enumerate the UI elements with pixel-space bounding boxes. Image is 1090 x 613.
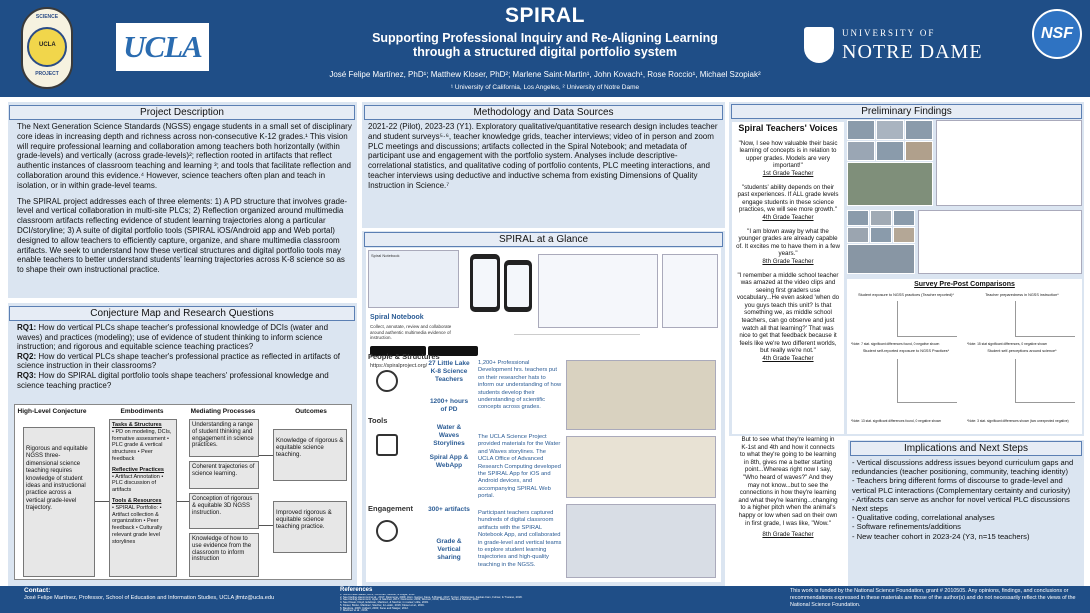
logo-strip xyxy=(514,334,640,350)
ucla-logo: UCLA xyxy=(116,23,209,71)
tools-icon xyxy=(376,434,398,456)
portal-video-screenshot xyxy=(936,120,1082,206)
notebook-desc: Collect, annotate, review and collaborate around authentic multimedia evidence of instruction. xyxy=(370,324,452,341)
next-step-item: - New teacher cohort in 2023-24 (Y3, n=15 teachers) xyxy=(852,531,1030,541)
people-icon xyxy=(376,370,398,392)
quote-4: "I remember a middle school teacher was amazed at the video clips and seeing first graders use vocabulary...He even asked 'when do you guys teach this unit? Is that something we, as middle school teachers, can go observe and just watch all that learning?' That was nice to get that feedback because it feels like we're two different worlds, but really we're not." xyxy=(736,271,840,355)
zoom-participant-photo xyxy=(870,210,892,226)
mini-chart-2 xyxy=(1015,301,1075,337)
mediating-box-3: Conception of rigorous & equitable 3D NGSS instruction. xyxy=(189,493,259,529)
chart-title-3: Student self-reported exposure to NGSS Practices* xyxy=(862,349,950,353)
notre-dame-logo xyxy=(804,21,1014,69)
mini-chart-1 xyxy=(897,301,957,337)
header-banner xyxy=(0,0,1090,97)
author-list: José Felipe Martínez, PhD¹; Matthew Kloser, PhD²; Marlene Saint-Martin¹, John Kovach¹, Rose Roccio¹, Michael Szopiak² xyxy=(329,70,761,79)
tools-heading: Tools xyxy=(368,416,388,425)
project-description-body xyxy=(17,122,353,281)
mediating-box-2: Coherent trajectories of science learning. xyxy=(189,461,259,489)
survey-comparisons xyxy=(847,279,1082,434)
zoom-participant-photo xyxy=(870,227,892,243)
findings-heading: Preliminary Findings xyxy=(731,104,1082,119)
quote-2: "students' ability depends on their past experiences. If ALL grade levels engage students in these science practices, we will see more growth." xyxy=(737,183,839,214)
reference-item: 2. See Darling-Hammond et al., 2017; Desimone, 2009; Horn, Garner, Kane, & Brasel, 2017; Turner, Christensen, Kackar-Cam, Fulmer, & Trucano, 2018. xyxy=(340,595,523,599)
mediating-box-4: Knowledge of how to use evidence from the classroom to inform instruction xyxy=(189,533,259,577)
reference-item: 1. NGSS Lead States, 2013; Corcoran, Mosher, & Rogat, 2011. xyxy=(340,594,416,596)
glance-heading: SPIRAL at a Glance xyxy=(364,232,723,247)
voices-title: Spiral Teachers' Voices xyxy=(738,123,838,133)
reference-item: 7. Martinez et al., 2016. xyxy=(340,609,369,613)
zoom-participant-photo xyxy=(876,141,904,161)
zoom-participant-photo xyxy=(847,244,915,274)
nsf-logo: NSF xyxy=(1032,9,1082,59)
zoom-participant-photo xyxy=(847,210,869,226)
stat-artifacts: 300+ artifacts xyxy=(428,506,470,513)
classroom-photo xyxy=(847,162,933,206)
web-portal-screenshot xyxy=(538,254,658,328)
glance-infographic xyxy=(366,248,721,582)
chart-note-4: *Note: 3 stat. significant differences shown (two unexpected negative) xyxy=(967,419,1069,423)
col-outcomes: Outcomes xyxy=(295,408,327,415)
funding-statement: This work is funded by the National Science Foundation, grant # 2010505. Any opinions, findings, and conclusions or recommendations expressed in these materials are those of the author(s) and do not necessarily reflect the views of the National Science Foundation. xyxy=(790,588,1076,608)
quote-3-attrib: 8th Grade Teacher xyxy=(762,257,814,265)
subtitle-line-1: Supporting Professional Inquiry and Re-Aligning Learning xyxy=(372,31,718,45)
engagement-heading: Engagement xyxy=(368,504,414,513)
zoom-participant-photo xyxy=(905,141,933,161)
contact-block xyxy=(24,587,324,595)
implication-item: - Vertical discussions address issues beyond curriculum gaps and redundancies (teacher positioning, community, teaching identity) xyxy=(852,458,1074,477)
affiliations: ¹ University of California, Los Angeles, ² University of Notre Dame xyxy=(450,84,640,91)
col-embodiments: Embodiments xyxy=(120,408,164,415)
phone-mockup xyxy=(470,254,500,312)
col-mediating-processes: Mediating Processes xyxy=(190,408,256,415)
notre-dame-logo-line1: UNIVERSITY OF xyxy=(842,28,936,38)
project-url[interactable]: https://spiralproject.org/ xyxy=(370,363,428,369)
quote-1: "Now, I see how valuable their basic learning of concepts is in relation to upper grades. Models are very important!" xyxy=(738,139,838,170)
teacher-voices-cont xyxy=(732,436,844,586)
chart-note-3: *Note: 13 stat. significant differences found, 0 negative shown xyxy=(851,419,942,423)
rq3-label: RQ3: xyxy=(17,370,37,380)
notebook-name: Spiral Notebook xyxy=(370,314,424,321)
poster-subtitle xyxy=(290,31,800,59)
people-heading: People & Structures xyxy=(368,352,440,361)
seal-bottom-text: PROJECT xyxy=(35,71,59,77)
implications-list xyxy=(852,458,1080,541)
implication-item: - Teachers bring different forms of discourse to grade-level and vertical PLC interactions (Complementary certainty and curiosity) xyxy=(852,476,1071,495)
quote-3: "I am blown away by what the younger grades are already capable of. It excites me to have them in a few years." xyxy=(736,227,840,258)
mediating-box-1: Understanding a range of student thinking and engagement in science practices. xyxy=(189,419,259,457)
reference-item: 6. Bandura, 2006; Colbert, 2000; Kane and Staiger, 2012. xyxy=(340,606,409,610)
seal-center-text: UCLA xyxy=(39,42,56,48)
zoom-participant-photo xyxy=(893,227,915,243)
emb-reflective-list: • Artifact Annotation • PLC discussion of artifacts xyxy=(112,473,164,494)
arrow xyxy=(95,501,109,502)
rq2-text: How do vertical PLCs shape teacher's professional practice as reflected in artifacts of science instruction in their classrooms? xyxy=(17,351,341,371)
chart-note-1: *Note: 7 stat. significant differences found, 0 negative shown xyxy=(851,342,940,346)
zoom-participant-photo xyxy=(893,210,915,226)
next-step-item: - Software refinements/additions xyxy=(852,522,961,532)
chart-note-2: *Note: 15 stat significant differences, 0 negative shown xyxy=(967,342,1048,346)
emb-tools-list: • SPIRAL Portfolio: • Artifact collection & organization • Peer feedback • Culturally relevant grade level storylines xyxy=(112,504,163,545)
zoom-participant-photo xyxy=(905,120,933,140)
web-portal-screenshot xyxy=(662,254,718,328)
methodology-body: 2021-22 (Pilot), 2023-23 (Y1). Exploratory qualitative/quantitative research design includes teacher and student surveys⁵·⁶, teacher knowledge grids, teacher interviews; video of in person and zoom PLC meetings and discussions; artifacts collected in the Spiral Notebook; and metadata of participant use and engagement with the portfolio system. Analyses include descriptive-correlational statistics, and qualitative coding of portfolio contents, PLC meeting interactions, and teacher interviews using deductive and inductive schema from existing Dimensions of Quality Instruction in Science.⁷ xyxy=(368,122,718,190)
pd-session-photo xyxy=(566,504,716,578)
notre-dame-logo-line2: NOTRE DAME xyxy=(842,41,983,63)
implication-item: - Artifacts can serve as anchor for novel vertical PLC discussions xyxy=(852,494,1070,504)
teacher-voices xyxy=(732,122,844,434)
zoom-participant-photo xyxy=(847,227,869,243)
project-description-p1: The Next Generation Science Standards (NGSS) engage students in a small set of disciplinary core ideas in increasing depth and richness across non-consecutive K-12 grades.¹ This vision will require professional learning and collaboration among teachers both horizontally (within grade-levels) and vertically (across grade-levels)²; reflection rooted in artifacts that reflect authentic instances of classroom teaching and learning ³; and tools that facilitate reflection and collaboration around this evidence.⁴ However, science teachers often plan and teach in isolation, or in within grade-level teams. xyxy=(17,122,352,190)
zoom-participant-photo xyxy=(876,120,904,140)
project-description-heading: Project Description xyxy=(9,105,355,120)
reference-item: 4. See Kloser, Floyd, Edelman, Martinez, & Stecher, in review; Little, 2003. xyxy=(340,601,429,605)
quote-2-attrib: 4th Grade Teacher xyxy=(762,213,814,221)
conjecture-heading: Conjecture Map and Research Questions xyxy=(9,306,355,321)
contact-details xyxy=(24,595,324,601)
implications-heading: Implications and Next Steps xyxy=(850,441,1082,456)
classroom-photos xyxy=(566,360,716,430)
phone-mockup xyxy=(504,260,532,312)
references-heading: References xyxy=(340,587,373,593)
quote-4-attrib: 4th Grade Teacher xyxy=(762,355,814,363)
research-questions xyxy=(17,323,353,390)
references-list xyxy=(340,594,750,613)
quote-1-attrib: 1st Grade Teacher xyxy=(762,169,814,177)
people-text: 1,200+ Professional Development hrs. teachers put on their researcher hats to inform our understanding of how students develop their understanding of scientific concepts across grades. xyxy=(478,360,562,411)
engagement-icon xyxy=(376,520,398,542)
portal-annotation-screenshot xyxy=(918,210,1082,274)
contact-email[interactable]: jfmtz@ucla.edu xyxy=(235,595,275,601)
engagement-text: Participant teachers captured hundreds of digital classroom artifacts with the SPIRAL Notebook App, and collaborated in grade-level and vertical teams to explore student learning trajectories and high-quality teaching in the NGSS. xyxy=(478,510,562,568)
rq2 xyxy=(17,352,353,371)
chart-title-2: Teacher preparedness in NGSS instruction* xyxy=(985,293,1059,297)
arrow xyxy=(259,525,273,526)
subtitle-line-2: through a structured digital portfolio system xyxy=(413,45,677,59)
next-step-item: - Qualitative coding, correlational analyses xyxy=(852,513,995,523)
emb-tasks-title: Tasks & Structures xyxy=(112,422,162,428)
reference-item: 5. Kloser, Borko, Martinez, Stecher, & Luskin, 2016; Kloser et al., 2016. xyxy=(340,603,425,607)
emb-tasks-list: • PD on modeling, DCIs, formative assessment • PLC grade & vertical structures • Peer feedback xyxy=(112,428,172,462)
rq2-label: RQ2: xyxy=(17,351,37,361)
arrow xyxy=(177,501,189,502)
rq1 xyxy=(17,323,353,352)
mini-chart-4 xyxy=(1015,359,1075,403)
project-description-p2: The SPIRAL project addresses each of three elements: 1) A PD structure that involves grade-level and vertical collaboration in multi-site PLCs; 2) Reflection organized around multimedia classroom artifacts reflecting evidence of student learning trajectories along a particular DCI/storyline; 3) A suite of digital portfolio tools (SPIRAL iOS/Android app and Web portal) designed to allow teachers to efficiently capture, organize, and share multimedia classroom artifacts. We seek to understand how these vertical structures and digital portfolio tools may enable teachers to better understand students' learning trajectories across K-8 science so as to shape their own instructional practice. xyxy=(17,196,348,275)
arrow xyxy=(259,455,273,456)
stat-pd-hours: 1200+ hours of PD xyxy=(429,398,469,413)
conjecture-map-diagram xyxy=(14,404,352,580)
outcome-box-1: Knowledge of rigorous & equitable science teaching. xyxy=(273,429,347,481)
stat-storylines: Water & Waves Storylines xyxy=(433,424,465,447)
emb-reflective-title: Reflective Practices xyxy=(112,466,164,473)
chart-title-4: Student self-perceptions around science* xyxy=(987,349,1057,353)
quote-5-attrib: 8th Grade Teacher xyxy=(762,531,814,539)
rq3 xyxy=(17,371,353,390)
stat-app: Spiral App & WebApp xyxy=(429,454,469,469)
poster-title: SPIRAL xyxy=(504,4,585,27)
emb-tools-title: Tools & Resources xyxy=(112,497,162,504)
methodology-heading: Methodology and Data Sources xyxy=(364,105,723,120)
mini-chart-3 xyxy=(897,359,957,403)
stat-sharing: Grade & Vertical sharing xyxy=(436,538,462,561)
conjecture-box: Rigorous and equitable NGSS three-dimensional science teaching requires knowledge of student ideas and instructional practice across a vertical grade-level trajectory. xyxy=(23,427,95,577)
zoom-participant-photo xyxy=(847,120,875,140)
outcome-box-2: Improved rigorous & equitable science teaching practice. xyxy=(273,501,347,553)
science-project-seal-logo xyxy=(21,7,73,89)
col-high-level-conjecture: High-Level Conjecture xyxy=(17,408,87,415)
contact-label: Contact: xyxy=(24,587,51,594)
embodiments-box xyxy=(109,419,177,577)
notebook-screenshot-label: Spiral Notebook xyxy=(371,253,400,258)
reference-item: 3. See Darling-Hammond, Hyler, & Gardner, 2017; Desimone, 2009; Wenner, 2019; Martinez, Borko & Stecher, 2012. xyxy=(340,598,480,602)
rq1-label: RQ1: xyxy=(17,323,37,332)
contact-title: Professor, School of Education and Information Studies, UCLA xyxy=(79,595,234,601)
seal-ring xyxy=(27,27,67,67)
notre-dame-shield-icon xyxy=(804,27,834,63)
survey-title: Survey Pre-Post Comparisons xyxy=(914,281,1015,288)
tools-text: The UCLA Science Project provided materials for the Water and Waves storylines. The UCLA Office of Advanced Research Computing developed the SPIRAL App for iOS and Android devices, and accompanying SPIRAL Web portal. xyxy=(478,434,561,500)
stat-teachers: 27 Little Lake K-8 Science Teachers xyxy=(428,360,470,383)
student-artifacts-photo xyxy=(566,436,716,498)
quote-5: But to see what they're learning in K-1st and 4th and how it connects to what they're going to be learning in 8th, gives me a better starting point...Whereas right now I say, "Who heard of waves?" And they may not know...but to see the connections in how they're learning and what they're learning...changing to a higher pitch when the animal's happy or low when sad on their own in first grade, I was like, "Wow." xyxy=(738,436,838,527)
contact-name: José Felipe Martínez, xyxy=(24,595,78,601)
zoom-participant-photo xyxy=(847,141,875,161)
rq1-text: How do vertical PLCs shape teacher's professional knowledge of DCIs (water and waves) and practices (modeling); use of evidence of student thinking to inform science instruction; and rigorous and equitable science teaching practices? xyxy=(17,323,329,352)
chart-title-1: Student exposure to NGSS practices (Teacher reported)* xyxy=(858,293,954,297)
next-steps-label: Next steps xyxy=(852,504,888,514)
rq3-text: How do SPIRAL digital portfolio tools shape teachers' professional knowledge and science teaching practice? xyxy=(17,370,329,390)
notebook-screenshot xyxy=(368,250,459,308)
seal-top-text: SCIENCE xyxy=(35,14,59,20)
